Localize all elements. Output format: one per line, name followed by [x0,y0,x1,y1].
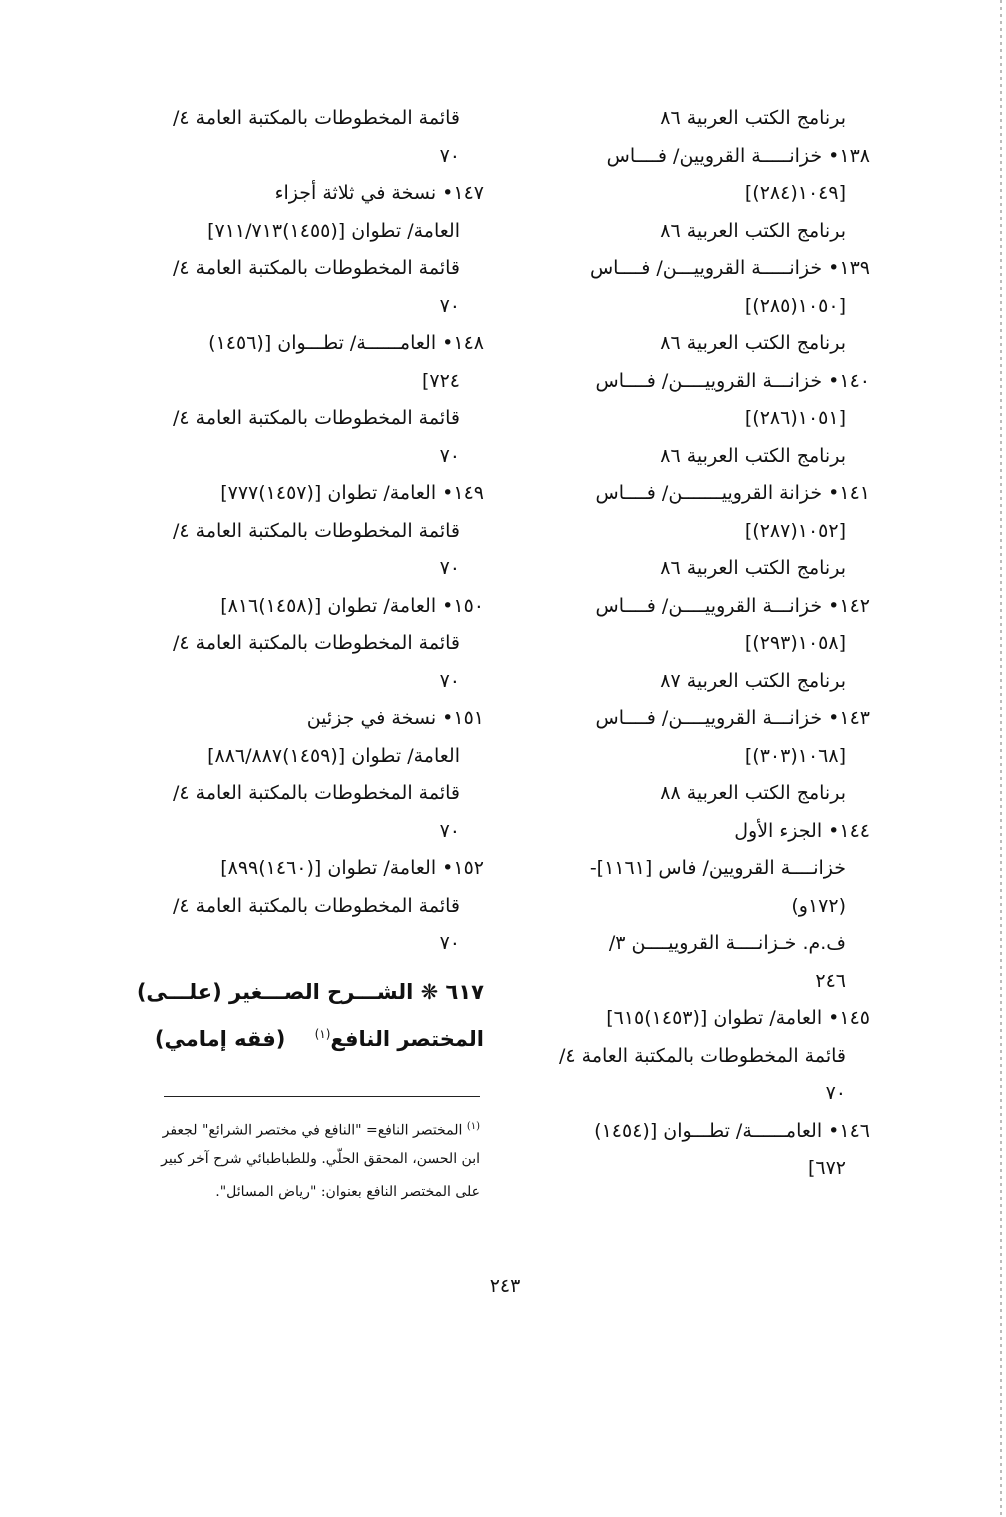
right_column-line: ٢٤٦ [815,969,846,992]
left_column-line: قائمة المخطوطات بالمكتبة العامة ٤/ [172,519,460,542]
left_column-line: ٧٢٤] [421,369,460,392]
left_column-line: قائمة المخطوطات بالمكتبة العامة ٤/ [172,107,460,129]
right_column-line: ١٤٣• خزانـــة القروييــــن/ فــــاس [595,707,870,729]
right_column-line: [١٠٥٠(٢٨٥)] [744,294,846,317]
left_column-line: ٧٠ [439,557,460,579]
left_column-line: قائمة المخطوطات بالمكتبة العامة ٤/ [172,407,460,429]
right_column-line: قائمة المخطوطات بالمكتبة العامة ٤/ [558,1044,846,1067]
heading-title: المختصر النافع [330,1026,484,1051]
left_column-line: ٧٠ [439,144,460,167]
left_column-line: ٧٠ [439,669,460,692]
right_column-line: ١٤٦• العامــــــة/ تطـــوان [(١٤٥٤) [594,1119,870,1142]
right_column-line: برنامج الكتب العربية ٨٦ [660,444,846,467]
right_column-line: [١٠٦٨(٣٠٣)] [744,744,846,767]
right_column-line: خزانــــة القرويين/ فاس [١١٦١]- [589,857,846,879]
left_column-line: ١٥١• نسخة في جزئين [306,707,484,729]
left_column-line: العامة/ تطوان [(١٤٥٥)٧١١/٧١٣] [207,219,460,242]
left_column-line: ٧٠ [439,444,460,467]
right_column-line: ٦٧٢] [807,1157,846,1179]
footnote-text-1: المختصر النافع= "النافع في مختصر الشرائع" لجعفر [162,1122,463,1139]
scan-edge-shadow [1000,0,1002,1517]
right_column-line: ١٤٤• الجزء الأول [734,819,870,842]
left_column-line: قائمة المخطوطات بالمكتبة العامة ٤/ [172,632,460,654]
footnote-line-1 [140,1110,480,1143]
heading-subject: (فقه إمامي) [154,1026,286,1051]
footnote-line-2: ابن الحسن، المحقق الحلّي. وللطباطبائي شرح آخر كبير [161,1151,480,1167]
right_column-line: ١٤١• خزانة القروييـــــــن/ فــــاس [595,482,870,504]
right-text-column [520,100,870,1188]
left_column-line: ٧٠ [439,294,460,317]
right_column-line: ١٣٨• خزانـــــة القرويين/ فــــاس [606,144,870,167]
right_column-line: ٧٠ [825,1082,846,1104]
page-number: ٢٤٣ [489,1275,521,1297]
entry-heading-line-2 [132,1013,484,1055]
left_column-line: ١٥٢• العامة/ تطوان [(١٤٦٠)٨٩٩] [220,857,484,879]
left_column-line: ١٤٧• نسخة في ثلاثة أجزاء [274,182,484,204]
right_column-line: ١٣٩• خزانـــــة القروييـــن/ فــــاس [589,257,870,279]
left_column-line: قائمة المخطوطات بالمكتبة العامة ٤/ [172,894,460,917]
right_column-line: برنامج الكتب العربية ٨٦ [660,107,846,129]
right_column-line: برنامج الكتب العربية ٨٧ [660,669,846,692]
left_column-line: العامة/ تطوان [(١٤٥٩)٨٨٦/٨٨٧] [207,744,460,767]
left_column-line: ١٤٨• العامــــــة/ تطـــوان [(١٤٥٦) [208,332,484,354]
right_column-line: (١٧٢و) [791,894,846,917]
left_column-line: ٧٠ [439,932,460,954]
right_column-line: [١٠٤٩(٢٨٤)] [744,182,846,204]
right_column-line: برنامج الكتب العربية ٨٦ [660,219,846,242]
right_column-line: برنامج الكتب العربية ٨٦ [660,332,846,354]
left_column-line: ٧٠ [439,819,460,842]
right_column-line: برنامج الكتب العربية ٨٨ [660,782,846,804]
right_column-line: ١٤٥• العامة/ تطوان [(١٤٥٣)٦١٥] [606,1007,870,1029]
footnote [140,1110,480,1209]
right_column-line: ١٤٢• خزانـــة القروييــــن/ فــــاس [595,594,870,617]
left_column-line: ١٤٩• العامة/ تطوان [(١٤٥٧)٧٧٧] [220,482,484,504]
left_column-line: قائمة المخطوطات بالمكتبة العامة ٤/ [172,782,460,804]
left_column-line: قائمة المخطوطات بالمكتبة العامة ٤/ [172,257,460,279]
left_column-line: ١٥٠• العامة/ تطوان [(١٤٥٨)٨١٦] [220,594,484,617]
left-column-entries [132,100,484,963]
right_column-line: ١٤٠• خزانـــة القروييــــن/ فــــاس [595,369,870,392]
footnote-line-3: على المختصر النافع بعنوان: "رياض المسائل". [215,1184,480,1200]
left-text-column [132,100,484,1055]
footnote-divider [164,1096,480,1097]
right_column-line: [١٠٥١(٢٨٦)] [744,407,846,429]
right_column-line: برنامج الكتب العربية ٨٦ [660,557,846,579]
footnote-reference: (١) [314,1026,331,1041]
right_column-line: [١٠٥٨(٢٩٣)] [744,632,846,654]
entry-heading-line-1: ٦١٧ ❋ الشـــرح الصـــغير (علـــى) [136,979,484,1004]
right_column-line: [١٠٥٢(٢٨٧)] [744,519,846,542]
footnote-marker: (١) [466,1121,480,1132]
right_column-line: ف.م. خـزانــــة القروييــــن ٣/ [608,932,846,954]
